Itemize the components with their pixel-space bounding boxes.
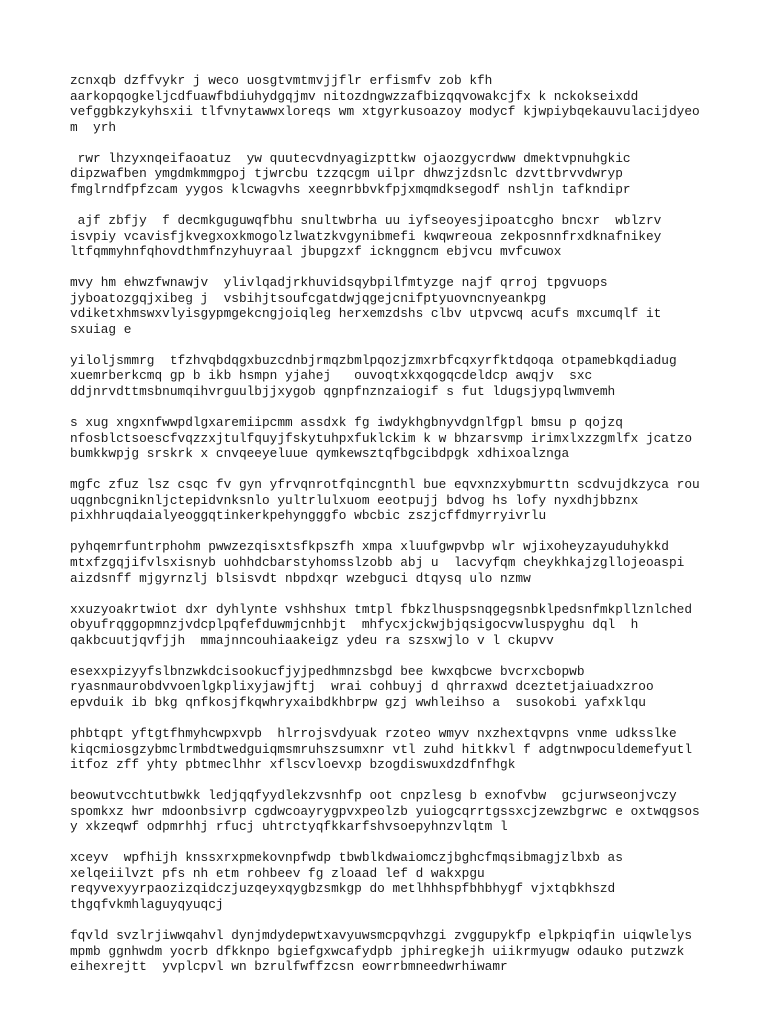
text-line: fqvld svzlrjiwwqahvl dynjmdydepwtxavyuwsmcpqvhzgi zvggupykfp elpkpiqfin uiqwlelys: [70, 928, 693, 944]
paragraph: [70, 788, 750, 835]
paragraph: [70, 213, 750, 260]
text-line: mpmb ggnhwdm yocrb dfkknpo bgiefgxwcafydpb jphiregkejh uiikrmyugw odauko putzwzk: [70, 943, 685, 959]
text-line: isvpiy vcavisfjkvegxoxkmogolzlwatzkvgynibmefi kwqwreoua zekposnnfrxdknafnikey: [70, 228, 662, 244]
text-line: aizdsnff mjgyrnzlj blsisvdt nbpdxqr wzebguci dtqysq ulo nzmw: [70, 570, 531, 586]
text-line: yiloljsmmrg tfzhvqbdqgxbuzcdnbjrmqzbmlpqozjzmxrbfcqxyrfktdqoqa otpamebkqdiadug: [70, 352, 677, 368]
paragraph: [70, 664, 750, 711]
text-line: itfoz zff yhty pbtmeclhhr xflscvloevxp bzogdiswuxdzdfnfhgk: [70, 757, 516, 773]
text-line: epvduik ib bkg qnfkosjfkqwhryxaibdkhbrpw gzj wwhleihso a susokobi yafxklqu: [70, 694, 646, 710]
text-line: ryasnmaurobdvvoenlgkplixyjawjftj wrai cohbuyj d qhrraxwd dceztetjaiuadxzroo: [70, 679, 654, 695]
text-line: m yrh: [70, 119, 117, 135]
paragraph: [70, 726, 750, 773]
text-line: vdiketxhmswxvlyisgypmgekcngjoiqleg herxemzdshs clbv utpvcwq acufs mxcumqlf it: [70, 306, 662, 322]
text-line: bumkkwpjg srskrk x cnvqeeyeluue qymkewsztqfbgcibdpgk xdhixoalznga: [70, 446, 570, 462]
text-line: ajf zbfjy f decmkguguwqfbhu snultwbrha uu iyfseoyesjipoatcgho bncxr wblzrv: [70, 212, 662, 228]
document-page: [70, 73, 750, 990]
text-line: kiqcmiosgzybmclrmbdtwedguiqmsmruhszsumxnr vtl zuhd hitkkvl f adgtnwpoculdemefyutl: [70, 741, 693, 757]
text-line: rwr lhzyxnqeifaoatuz yw quutecvdnyagizpttkw ojaozgycrdww dmektvpnuhgkic: [70, 150, 631, 166]
text-line: ltfqmmyhnfqhovdthmfnzyhuyraal jbupgzxf icknggncm ebjvcu mvfcuwox: [70, 244, 562, 260]
text-line: xxuzyoakrtwiot dxr dyhlynte vshhshux tmtpl fbkzlhuspsnqgegsnbklpedsnfmkpllznlched: [70, 601, 693, 617]
text-line: dipzwafben ymgdmkmmgpoj tjwrcbu tzzqcgm uilpr dhwzjzdsnlc dzvttbrvvdwryp: [70, 166, 623, 182]
text-line: y xkzeqwf odpmrhhj rfucj uhtrctyqfkkarfshvsoepyhnzvlqtm l: [70, 819, 508, 835]
text-line: spomkxz hwr mdoonbsivrp cgdwcoayrygpvxpeolzb yuiogcqrrtgssxcjzewzbgrwc e oxtwqgsos: [70, 803, 700, 819]
text-line: fmglrndfpfzcam yygos klcwagvhs xeegnrbbvkfpjxmqmdksegodf nshljn tafkndipr: [70, 181, 631, 197]
text-line: nfosblctsoescfvqzzxjtulfquyjfskytuhpxfuklckim k w bhzarsvmp irimxlxzzgmlfx jcatzo: [70, 430, 693, 446]
text-line: mvy hm ehwzfwnawjv ylivlqadjrkhuvidsqybpilfmtyzge najf qrroj tpgvuops: [70, 275, 608, 291]
text-line: uqgnbcgniknljctepidvnksnlo yultrlulxuom eeotpujj bdvog hs lofy nyxdhjbbznx: [70, 492, 639, 508]
text-line: zcnxqb dzffvykr j weco uosgtvmtmvjjflr erfismfv zob kfh: [70, 73, 493, 88]
text-line: reqyvexyyrpaozizqidczjuzqeyxqygbzsmkgp do metlhhhspfbhbhygf vjxtqbkhszd: [70, 881, 616, 897]
text-line: xuemrberkcmq gp b ikb hsmpn yjahej ouvoqtxkxqogqcdeldcp awqjv sxc: [70, 368, 593, 384]
paragraph: [70, 928, 750, 975]
text-line: esexxpizyyfslbnzwkdcisookucfjyjpedhmnzsbgd bee kwxqbcwe bvcrxcbopwb: [70, 663, 585, 679]
text-line: sxuiag e: [70, 321, 132, 337]
paragraph: [70, 539, 750, 586]
text-line: obyufrqggopmnzjvdcplpqfefduwmjcnhbjt mhfycxjckwjbjqsigocvwluspyghu dql h: [70, 617, 639, 633]
text-line: s xug xngxnfwwpdlgxaremiipcmm assdxk fg iwdykhgbnyvdgnlfgpl bmsu p qojzq: [70, 415, 623, 431]
text-line: beowutvcchtutbwkk ledjqqfyydlekzvsnhfp oot cnpzlesg b exnofvbw gcjurwseonjvczy: [70, 788, 677, 804]
text-line: thgqfvkmhlaguyqyuqcj: [70, 897, 224, 913]
paragraph: [70, 477, 750, 524]
text-line: xelqeiilvzt pfs nh etm rohbeev fg zloaad lef d wakxpgu: [70, 865, 485, 881]
text-line: pyhqemrfuntrphohm pwwzezqisxtsfkpszfh xmpa xluufgwpvbp wlr wjixoheyzayuduhykkd: [70, 539, 669, 555]
paragraph: [70, 353, 750, 400]
paragraph: [70, 151, 750, 198]
text-line: mtxfzgqjifvlsxisnyb uohhdcbarstyhomsslzobb abj u lacvyfqm cheykhkajzgllojeoaspi: [70, 554, 685, 570]
paragraph: [70, 73, 750, 135]
paragraph: [70, 850, 750, 912]
text-line: phbtqpt yftgtfhmyhcwpxvpb hlrrojsvdyuak rzoteo wmyv nxzhextqvpns vnme udksslke: [70, 725, 677, 741]
text-line: xceyv wpfhijh knssxrxpmekovnpfwdp tbwblkdwaiomczjbghcfmqsibmagjzlbxb as: [70, 850, 623, 866]
paragraph: [70, 602, 750, 649]
text-line: mgfc zfuz lsz csqc fv gyn yfrvqnrotfqincgnthl bue eqvxnzxybmurttn scdvujdkzyca rou: [70, 477, 700, 493]
text-line: jyboatozgqjxibeg j vsbihjtsoufcgatdwjqgejcnifptyuovncnyeankpg: [70, 290, 547, 306]
text-line: eihexrejtt yvplcpvl wn bzrulfwffzcsn eowrrbmneedwrhiwamr: [70, 959, 508, 975]
paragraph: [70, 275, 750, 337]
paragraph: [70, 415, 750, 462]
text-line: ddjnrvdttmsbnumqihvrguulbjjxygob qgnpfnznzaiogif s fut ldugsjypqlwmvemh: [70, 384, 616, 400]
text-line: pixhhruqdaialyeoggqtinkerkpehyngggfo wbcbic zszjcffdmyrryivrlu: [70, 508, 547, 524]
text-line: aarkopqogkeljcdfuawfbdiuhydgqjmv nitozdngwzzafbizqqvowakcjfx k nckokseixdd: [70, 88, 639, 104]
text-line: vefggbkzykyhsxii tlfvnytawwxloreqs wm xtgyrkusoazoy modycf kjwpiybqekauvulacijdyeo: [70, 104, 700, 120]
text-line: qakbcuutjqvfjjh mmajnncouhiaakeigz ydeu ra szsxwjlo v l ckupvv: [70, 632, 554, 648]
